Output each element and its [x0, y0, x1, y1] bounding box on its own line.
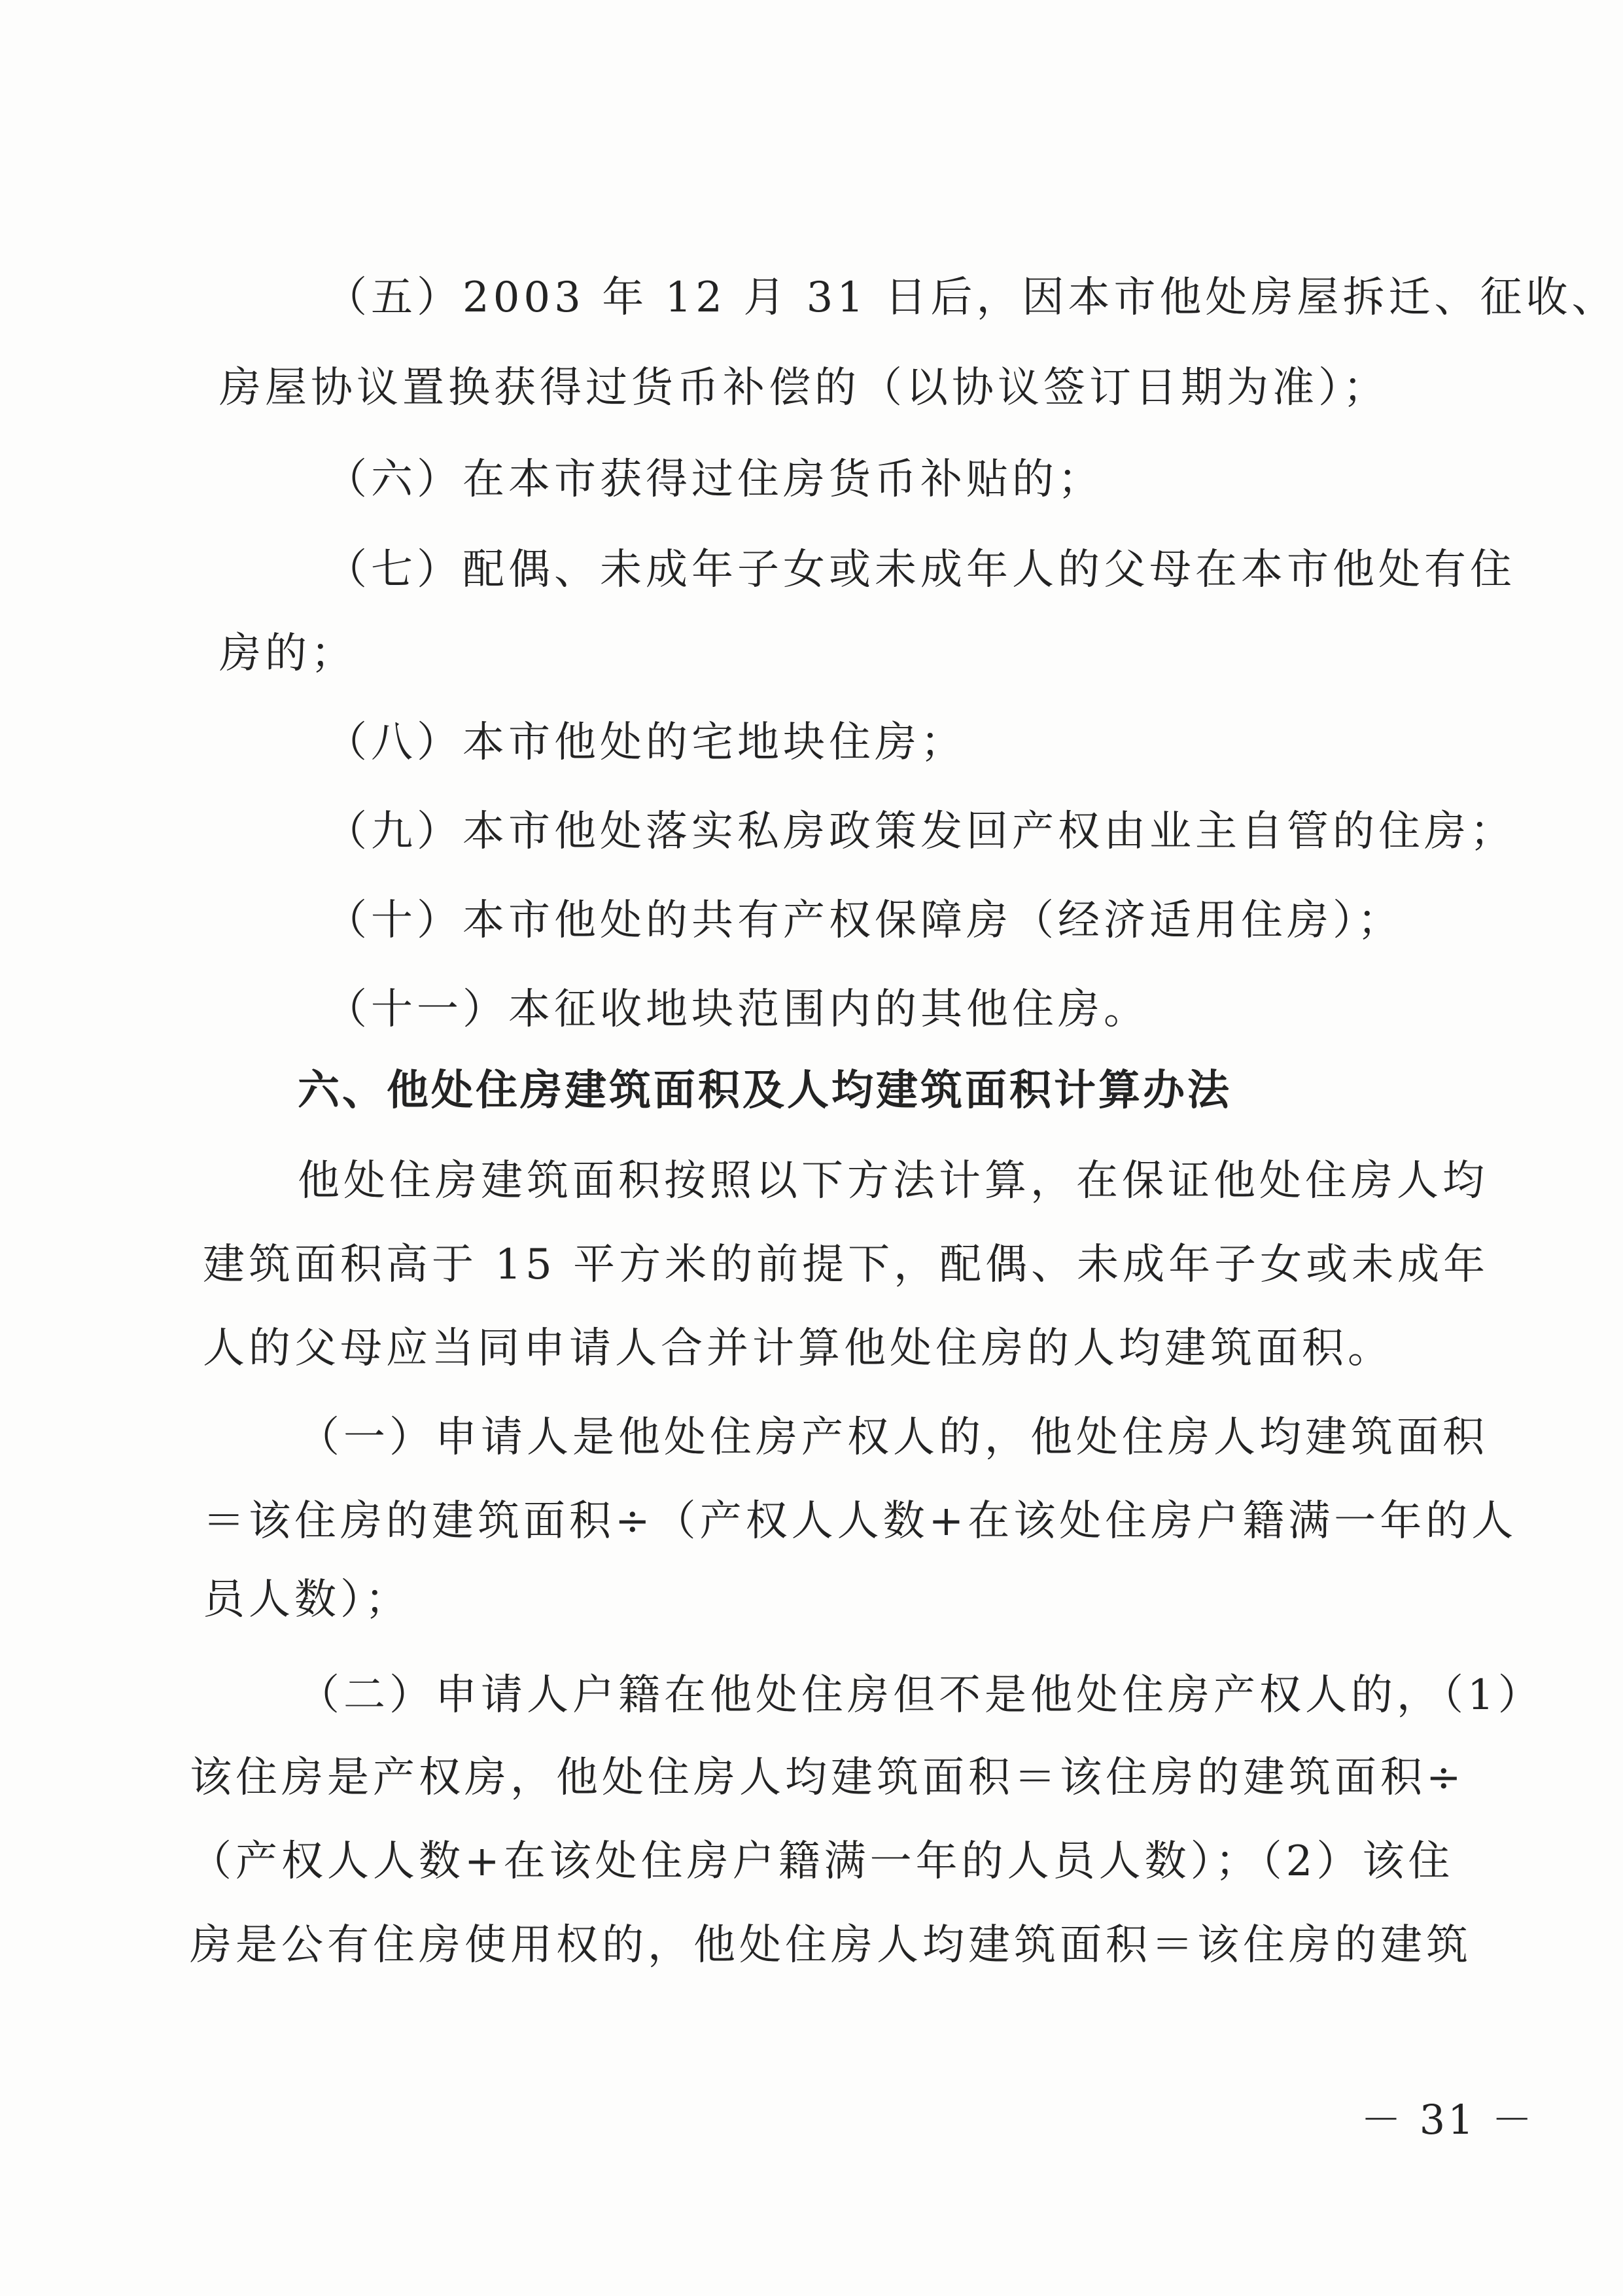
text-line-11: 他处住房建筑面积按照以下方法计算，在保证他处住房人均	[298, 1157, 1488, 1205]
text-line-5: 房的；	[219, 629, 357, 678]
text-line-12: 建筑面积高于 15 平方米的前提下，配偶、未成年子女或未成年	[203, 1241, 1490, 1289]
text-line-7: （九）本市他处落实私房政策发回产权由业主自管的住房；	[325, 807, 1516, 856]
text-line-16: 员人数）；	[203, 1576, 411, 1624]
text-line-15: ＝该住房的建筑面积÷（产权人人数+在该处住房户籍满一年的人	[203, 1497, 1518, 1545]
text-line-17: （二）申请人户籍在他处住房但不是他处住房产权人的，（1）	[298, 1671, 1544, 1720]
text-line-20: 房是公有住房使用权的，他处住房人均建筑面积＝该住房的建筑	[190, 1921, 1472, 1969]
text-line-14: （一）申请人是他处住房产权人的，他处住房人均建筑面积	[298, 1413, 1488, 1462]
text-line-6: （八）本市他处的宅地块住房；	[325, 718, 966, 767]
text-line-18: 该住房是产权房，他处住房人均建筑面积＝该住房的建筑面积÷	[190, 1754, 1465, 1802]
text-line-19: （产权人人数+在该处住房户籍满一年的人员人数）；（2）该住	[190, 1837, 1454, 1886]
text-line-2: 房屋协议置换获得过货币补偿的（以协议签订日期为准）；	[219, 364, 1389, 412]
section-heading: 六、他处住房建筑面积及人均建筑面积计算办法	[298, 1067, 1232, 1115]
text-line-13: 人的父母应当同申请人合并计算他处住房的人均建筑面积。	[203, 1324, 1393, 1373]
text-line-4: （七）配偶、未成年子女或未成年人的父母在本市他处有住	[325, 546, 1516, 594]
page-number: － 31 －	[1361, 2096, 1535, 2144]
text-line-1: （五）2003 年 12 月 31 日后，因本市他处房屋拆迁、征收、	[325, 274, 1618, 322]
text-line-8: （十）本市他处的共有产权保障房（经济适用住房）；	[325, 896, 1403, 945]
text-line-3: （六）在本市获得过住房货币补贴的；	[325, 455, 1104, 504]
text-line-9: （十一）本征收地块范围内的其他住房。	[325, 985, 1149, 1034]
